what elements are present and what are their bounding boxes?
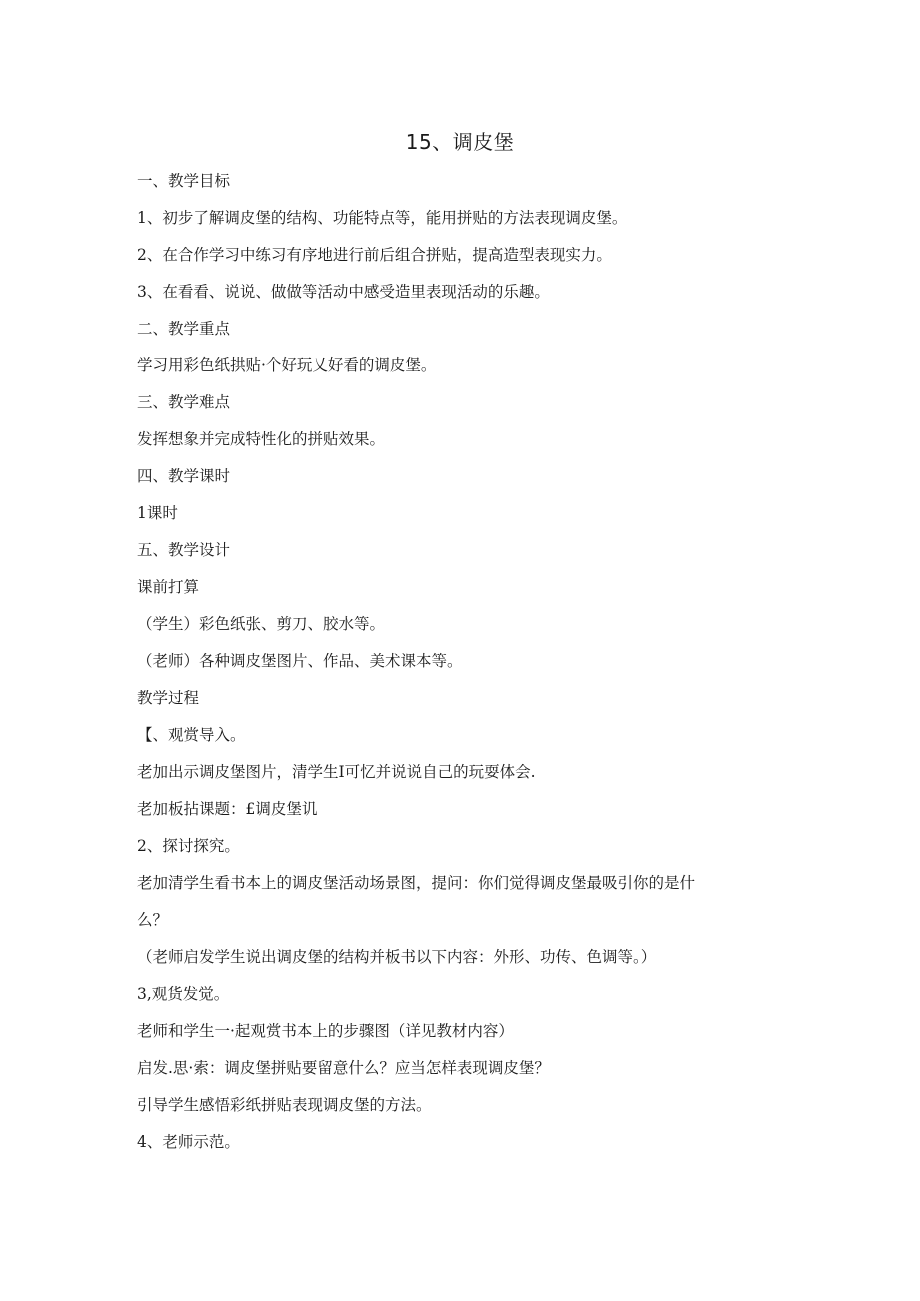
document-title: 15、调皮堡 <box>405 130 515 154</box>
paragraph: 学习用彩色纸拱贴·个好玩乂好看的调皮堡。 <box>137 356 437 374</box>
paragraph: 老师和学生一·起观赏书本上的步骤图（详见教材内容） <box>137 1022 514 1040</box>
paragraph: 发挥想象并完成特性化的拼贴效果。 <box>137 430 386 448</box>
subheading-preparation: 课前打算 <box>137 578 200 596</box>
step-heading: 【、观赏导入。 <box>137 726 246 744</box>
paragraph: （老师）各种调皮堡图片、作品、美术课本等。 <box>137 652 463 670</box>
section-heading-class-hours: 四、教学课时 <box>137 467 231 485</box>
paragraph: 启发.思·索：调皮堡拼贴要留意什么？应当怎样表现调皮堡？ <box>137 1059 550 1077</box>
paragraph: （老师启发学生说出调皮堡的结构并板书以下内容：外形、功传、色调等。） <box>137 948 657 966</box>
paragraph: 么？ <box>137 911 169 929</box>
section-heading-design: 五、教学设计 <box>137 541 231 559</box>
paragraph: （学生）彩色纸张、剪刀、胶水等。 <box>137 615 386 633</box>
step-heading: 4、老师示范。 <box>137 1133 240 1151</box>
objective-item: 2、在合作学习中练习有序地进行前后组合拼贴，提高造型表现实力。 <box>137 246 612 264</box>
section-heading-difficulties: 三、教学难点 <box>137 393 231 411</box>
section-heading-objectives: 一、教学目标 <box>137 172 231 190</box>
section-heading-key-points: 二、教学重点 <box>137 320 231 338</box>
subheading-process: 教学过程 <box>137 689 200 707</box>
step-heading: 3,观货发觉。 <box>137 985 230 1003</box>
objective-item: 1、初步了解调皮堡的结构、功能特点等，能用拼贴的方法表现调皮堡。 <box>137 209 628 227</box>
paragraph: 1课时 <box>137 504 178 522</box>
step-heading: 2、探讨探究。 <box>137 837 240 855</box>
paragraph: 引导学生感悟彩纸拼贴表现调皮堡的方法。 <box>137 1096 432 1114</box>
objective-item: 3、在看看、说说、做做等活动中感受造里表现活动的乐趣。 <box>137 283 550 301</box>
paragraph: 老加出示调皮堡图片，清学生I可忆并说说自己的玩耍体会. <box>137 763 536 781</box>
paragraph: 老加板拈课题：£调皮堡讥 <box>137 800 318 818</box>
paragraph: 老加清学生看书本上的调皮堡活动场景图，提问：你们觉得调皮堡最吸引你的是什 <box>137 874 696 892</box>
